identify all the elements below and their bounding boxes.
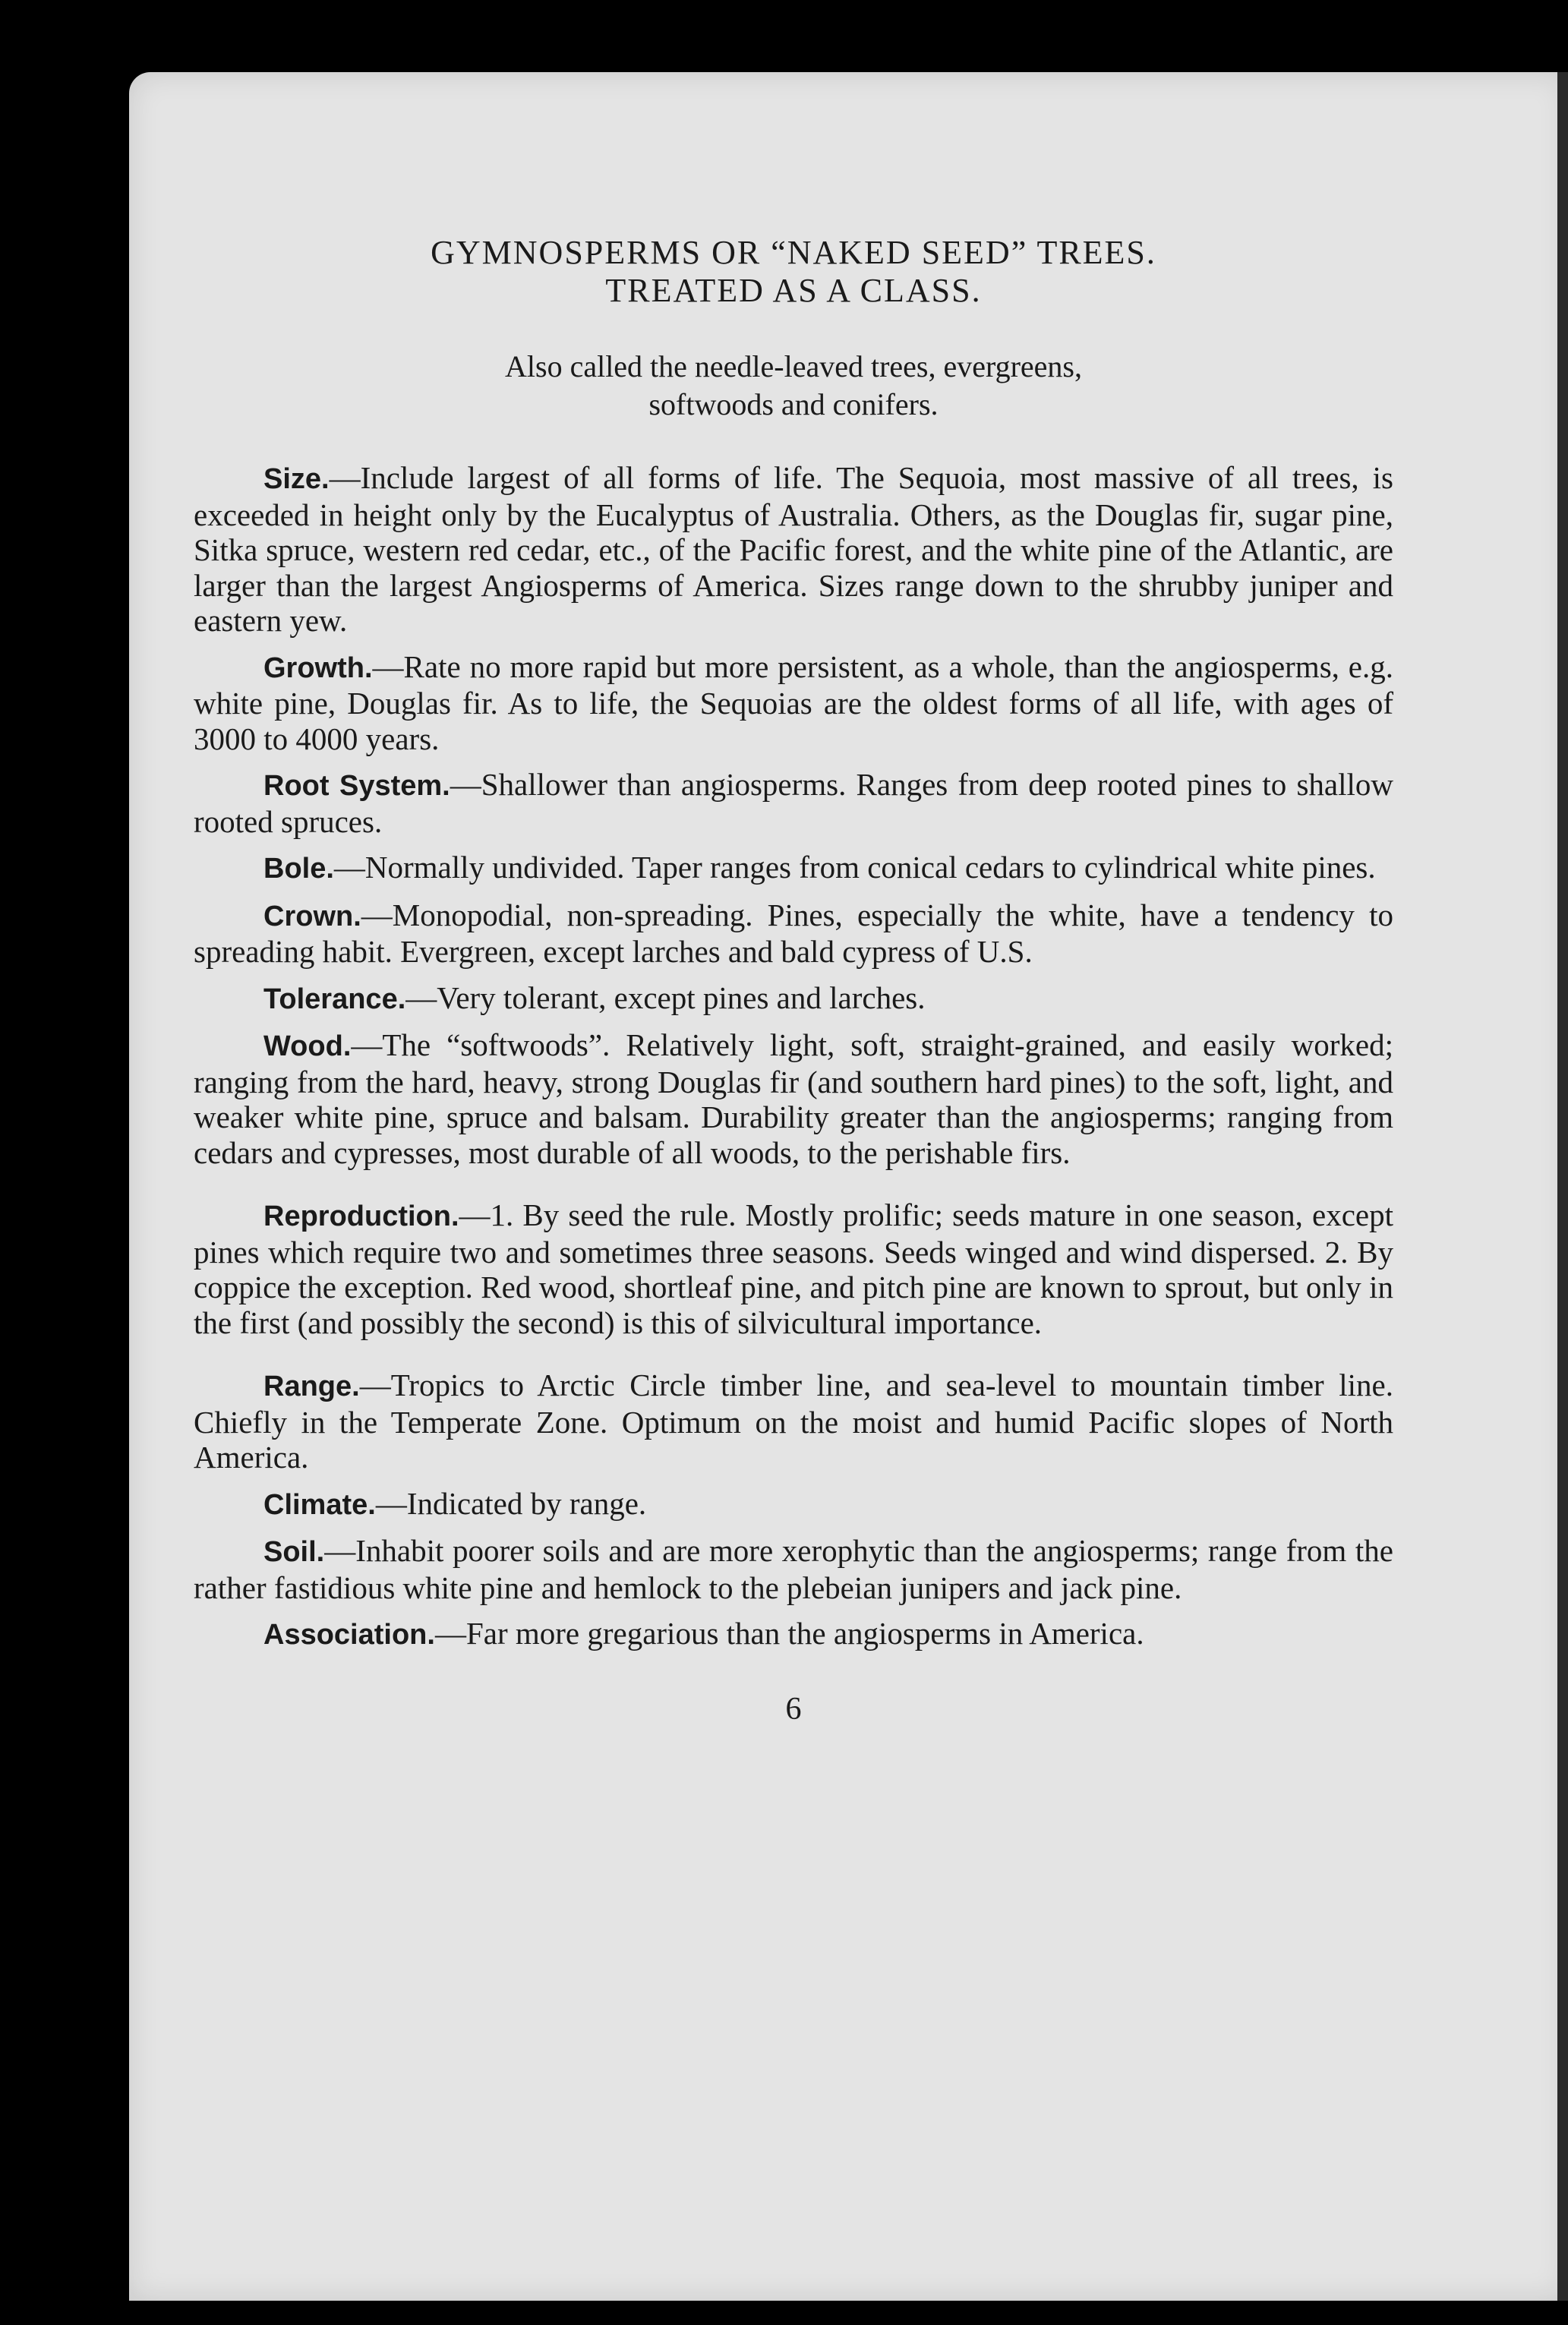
- section-range: [194, 1368, 1393, 1475]
- section-soil: [194, 1533, 1393, 1605]
- section-term: Growth.: [263, 651, 373, 684]
- page-title: [194, 234, 1393, 310]
- section-text: —Very tolerant, except pines and larches.: [405, 980, 926, 1015]
- section-crown: [194, 898, 1393, 970]
- section-text: —Indicated by range.: [375, 1485, 647, 1521]
- section-size: [194, 460, 1393, 639]
- section-text: —The “softwoods”. Relatively light, soft, straight-grained, and easily worked; ranging from the hard, heavy, strong Douglas fir (and southern hard pines) to the soft, light, and weaker white pine, spruce and balsam. Durability greater than the angiosperms; ranging from cedars and cypresses, most durable of all woods, to the perishable firs.: [194, 1027, 1393, 1170]
- section-text: —1. By seed the rule. Mostly prolific; seeds mature in one season, except pines which require two and sometimes three seasons. Seeds winged and wind dispersed. 2. By coppice the exception. Red wood, shortleaf pine, and pitch pine are known to sprout, but only in the first (and possibly the second) is this of silvicultural importance.: [194, 1197, 1393, 1340]
- page-content: [194, 234, 1393, 1727]
- section-bole: [194, 850, 1393, 887]
- page-subtitle: [194, 348, 1393, 424]
- section-text: —Monopodial, non-spreading. Pines, especially the white, have a tendency to spreading habit. Evergreen, except larches and bald cypress of U.S.: [194, 897, 1393, 969]
- subtitle-line-2: softwoods and conifers.: [648, 387, 939, 421]
- page-number: 6: [785, 1691, 802, 1727]
- section-term: Soil.: [263, 1536, 325, 1568]
- section-root-system: [194, 767, 1393, 839]
- section-climate: [194, 1486, 1393, 1523]
- section-tolerance: [194, 980, 1393, 1017]
- section-term: Size.: [263, 463, 330, 495]
- section-text: —Normally undivided. Taper ranges from conical cedars to cylindrical white pines.: [333, 850, 1376, 885]
- binding-edge: [1557, 72, 1568, 2301]
- section-text: —Far more gregarious than the angiosperms in America.: [434, 1616, 1144, 1651]
- section-wood: [194, 1027, 1393, 1170]
- section-text: —Include largest of all forms of life. The Sequoia, most massive of all trees, is exceeded in height only by the Eucalyptus of Australia. Others, as the Douglas fir, sugar pine, Sitka spruce, western red cedar, etc., of the Pacific forest, and the white pine of the Atlantic, are larger than the largest Angiosperms of America. Sizes range down to the shrubby juniper and eastern yew.: [194, 460, 1393, 638]
- section-term: Range.: [263, 1371, 360, 1402]
- section-term: Reproduction.: [263, 1200, 459, 1232]
- title-line-2: TREATED AS A CLASS.: [605, 272, 982, 309]
- section-term: Association.: [263, 1619, 435, 1651]
- section-text: —Tropics to Arctic Circle timber line, and sea-level to mountain timber line. Chiefly in the Temperate Zone. Optimum on the moist and humid Pacific slopes of North America.: [194, 1368, 1393, 1475]
- section-reproduction: [194, 1197, 1393, 1340]
- section-term: Bole.: [263, 853, 334, 885]
- section-text: —Rate no more rapid but more persistent, as a whole, than the angiosperms, e.g. white pine, Douglas fir. As to life, the Sequoias are the oldest forms of all life, with ages of 3000 to 4000 years.: [194, 648, 1393, 756]
- section-term: Root System.: [263, 770, 450, 802]
- section-text: —Inhabit poorer soils and are more xerophytic than the angiosperms; range from the rather fastidious white pine and hemlock to the plebeian junipers and jack pine.: [194, 1533, 1393, 1605]
- title-line-1: GYMNOSPERMS OR “NAKED SEED” TREES.: [431, 234, 1156, 271]
- section-term: Tolerance.: [263, 983, 406, 1015]
- section-text: —Shallower than angiosperms. Ranges from deep rooted pines to shallow rooted spruces.: [194, 767, 1393, 839]
- section-growth: [194, 649, 1393, 757]
- section-term: Climate.: [263, 1488, 376, 1521]
- section-term: Crown.: [263, 900, 361, 932]
- section-association: [194, 1616, 1393, 1653]
- subtitle-line-1: Also called the needle-leaved trees, evergreens,: [505, 349, 1082, 383]
- section-term: Wood.: [263, 1030, 352, 1062]
